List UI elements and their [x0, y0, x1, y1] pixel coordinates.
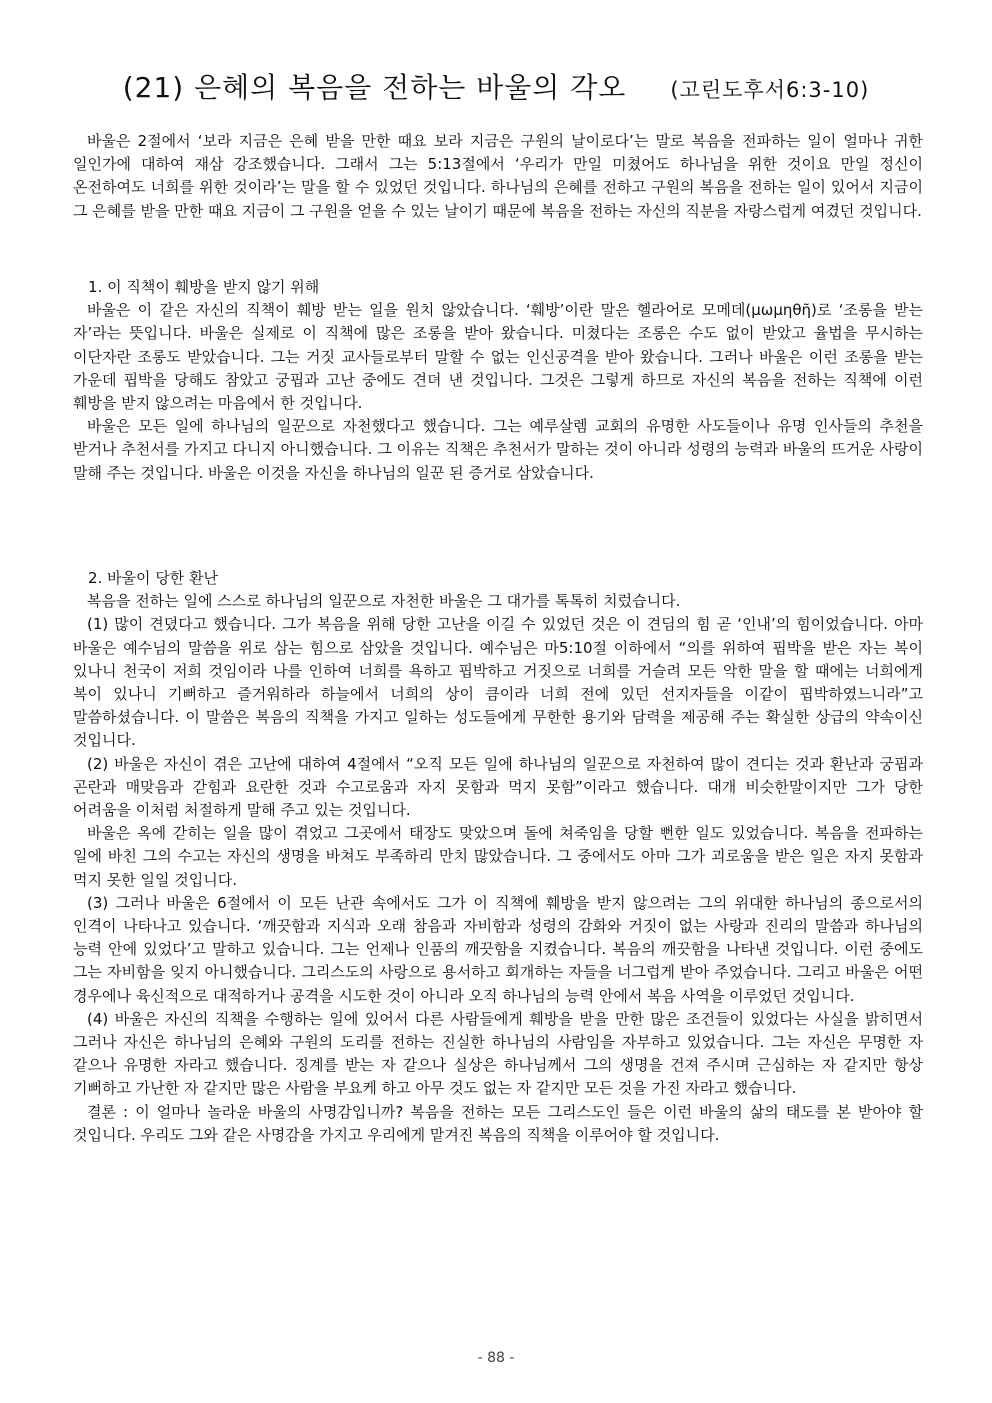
section-2-paragraph-4: 바울은 옥에 갇히는 일을 많이 겪었고 그곳에서 태장도 맞았으며 돌에 쳐죽임을 당할 뻔한 일도 있었습니다. 복음을 전파하는 일에 바친 그의 수고는 자신의 생명을 바쳐도 부족하리 만치 많았습니다. 그 중에서도 아마 그가 괴로움을 받은 일은 자지 못함과 먹지 못한 일일 것입니다. [73, 824, 923, 889]
section-1-paragraph-1: 바울은 이 같은 자신의 직책이 훼방 받는 일을 원치 않았습니다. ‘훼방’이란 말은 헬라어로 모메데(μωμηθῆ)로 ‘조롱을 받는 자’라는 뜻입니다. 바울은 실제로 이 직책에 많은 조롱을 받아 왔습니다. 미쳤다는 조롱은 수도 없이 받았고 율법을 무시하는 이단자란 조롱도 받았습니다. 그는 거짓 교사들로부터 말할 수 없는 인신공격을 받아 왔습니다. 그러나 바울은 이런 조롱을 받는 가운데 핍박을 당해도 참았고 궁핍과 고난 중에도 견뎌 낸 것입니다. 그것은 그렇게 하므로 자신의 복음을 전하는 직책에 이런 훼방을 받지 않으려는 마음에서 한 것입니다. [73, 301, 923, 413]
page-number: - 88 - [477, 1350, 515, 1366]
page-title: (21) 은혜의 복음을 전하는 바울의 각오 [122, 71, 627, 104]
section-2-paragraph-6: (4) 바울은 자신의 직책을 수행하는 일에 있어서 다른 사람들에게 훼방을 받을 만한 많은 조건들이 있었다는 사실을 밝히면서 그러나 자신은 하나님의 은혜와 구원의 도리를 전하는 진실한 하나님의 사람임을 자부하고 있었습니다. 그는 자신은 무명한 자 같으나 유명한 자라고 했습니다. 징계를 받는 자 같으나 실상은 하나님께서 그의 생명을 건져 주시며 근심하는 자 같지만 항상 기뻐하고 가난한 자 같지만 많은 사람을 부요케 하고 아무 것도 없는 자 같지만 모든 것을 가진 자라고 했습니다. [73, 1009, 923, 1098]
section-1-heading: 1. 이 직책이 훼방을 받지 않기 위해 [88, 278, 320, 296]
section-2-paragraph-5: (3) 그러나 바울은 6절에서 이 모든 난관 속에서도 그가 이 직책에 훼방을 받지 않으려는 그의 위대한 하나님의 종으로서의 인격이 나타나고 있습니다. ‘깨끗함과 지식과 오래 참음과 자비함과 성령의 감화와 거짓이 없는 사랑과 진리의 말씀과 하나님의 능력 안에 있었다’고 말하고 있습니다. 그는 언제나 인품의 깨끗함을 지켰습니다. 복음의 깨끗함을 나타낸 것입니다. 이런 중에도 그는 자비함을 잊지 아니했습니다. 그리스도의 사랑으로 용서하고 회개하는 자들을 너그럽게 받아 주었습니다. 그리고 바울은 어떤 경우에나 육신적으로 대적하거나 공격을 시도한 것이 아니라 오직 하나님의 능력 안에서 복음 사역을 이루었던 것입니다. [73, 893, 923, 1005]
title-row [0, 66, 992, 106]
scripture-reference: (고린도후서6:3-10) [670, 78, 870, 102]
section-2-heading: 2. 바울이 당한 환난 [88, 569, 219, 587]
section-1-paragraph-2: 바울은 모든 일에 하나님의 일꾼으로 자천했다고 했습니다. 그는 예루살렘 교회의 유명한 사도들이나 유명 인사들의 추천을 받거나 추천서를 가지고 다니지 아니했습니다. 그 이유는 직책은 추천서가 말하는 것이 아니라 성령의 능력과 바울의 뜨거운 사랑이 말해 주는 것입니다. 바울은 이것을 자신을 하나님의 일꾼 된 증거로 삼았습니다. [73, 417, 923, 482]
section-2 [73, 567, 923, 1147]
conclusion-paragraph: 결론 : 이 얼마나 놀라운 바울의 사명감입니까? 복음을 전하는 모든 그리스도인 들은 이런 바울의 삶의 태도를 본 받아야 할 것입니다. 우리도 그와 같은 사명감을 가지고 우리에게 맡겨진 복음의 직책을 이루어야 할 것입니다. [73, 1102, 923, 1144]
section-2-paragraph-3: (2) 바울은 자신이 겪은 고난에 대하여 4절에서 “오직 모든 일에 하나님의 일꾼으로 자천하여 많이 견디는 것과 환난과 궁핍과 곤란과 매맞음과 갇힘과 요란한 것과 수고로움과 자지 못함과 먹지 못함”이라고 했습니다. 대개 비슷한말이지만 그가 당한 어려움을 이처럼 처절하게 말해 주고 있는 것입니다. [73, 754, 923, 820]
section-2-paragraph-1: 복음을 전하는 일에 스스로 하나님의 일꾼으로 자천한 바울은 그 대가를 톡톡히 치렀습니다. [87, 592, 681, 611]
intro-paragraph: 바울은 2절에서 ‘보라 지금은 은혜 받을 만한 때요 보라 지금은 구원의 날이로다’는 말로 복음을 전파하는 일이 얼마나 귀한 일인가에 대하여 재삼 강조했습니다. 그래서 그는 5:13절에서 ‘우리가 만일 미쳤어도 하나님을 위한 것이요 만일 정신이 온전하여도 너희를 위한 것이라’는 말을 할 수 있었던 것입니다. 하나님의 은혜를 전하고 구원의 복음을 전하는 일이 있어서 지금이 그 은혜를 받을 만한 때요 지금이 그 구원을 얻을 수 있는 날이기 때문에 복음을 전하는 자신의 직분을 자랑스럽게 여겼던 것입니다. [73, 132, 923, 220]
section-1 [73, 276, 923, 485]
intro-block [73, 130, 923, 223]
section-2-paragraph-2: (1) 많이 견뎠다고 했습니다. 그가 복음을 위해 당한 고난을 이길 수 있었던 것은 이 견딤의 힘 곧 ‘인내’의 힘이었습니다. 아마 바울은 예수님의 말씀을 위로 삼는 힘으로 삼았을 것입니다. 예수님은 마5:10절 이하에서 “의를 위하여 핍박을 받은 자는 복이 있나니 천국이 저희 것임이라 나를 인하여 너희를 욕하고 핍박하고 거짓으로 너희를 거슬려 모든 악한 말을 할 때에는 너희에게 복이 있나니 기뻐하고 즐거워하라 하늘에서 너희의 상이 큼이라 너희 전에 있던 선지자들을 이같이 핍박하였느니라”고 말씀하셨습니다. 이 말씀은 복음의 직책을 가지고 일하는 성도들에게 무한한 용기와 담력을 제공해 주는 확실한 상급의 약속이신 것입니다. [73, 615, 923, 750]
